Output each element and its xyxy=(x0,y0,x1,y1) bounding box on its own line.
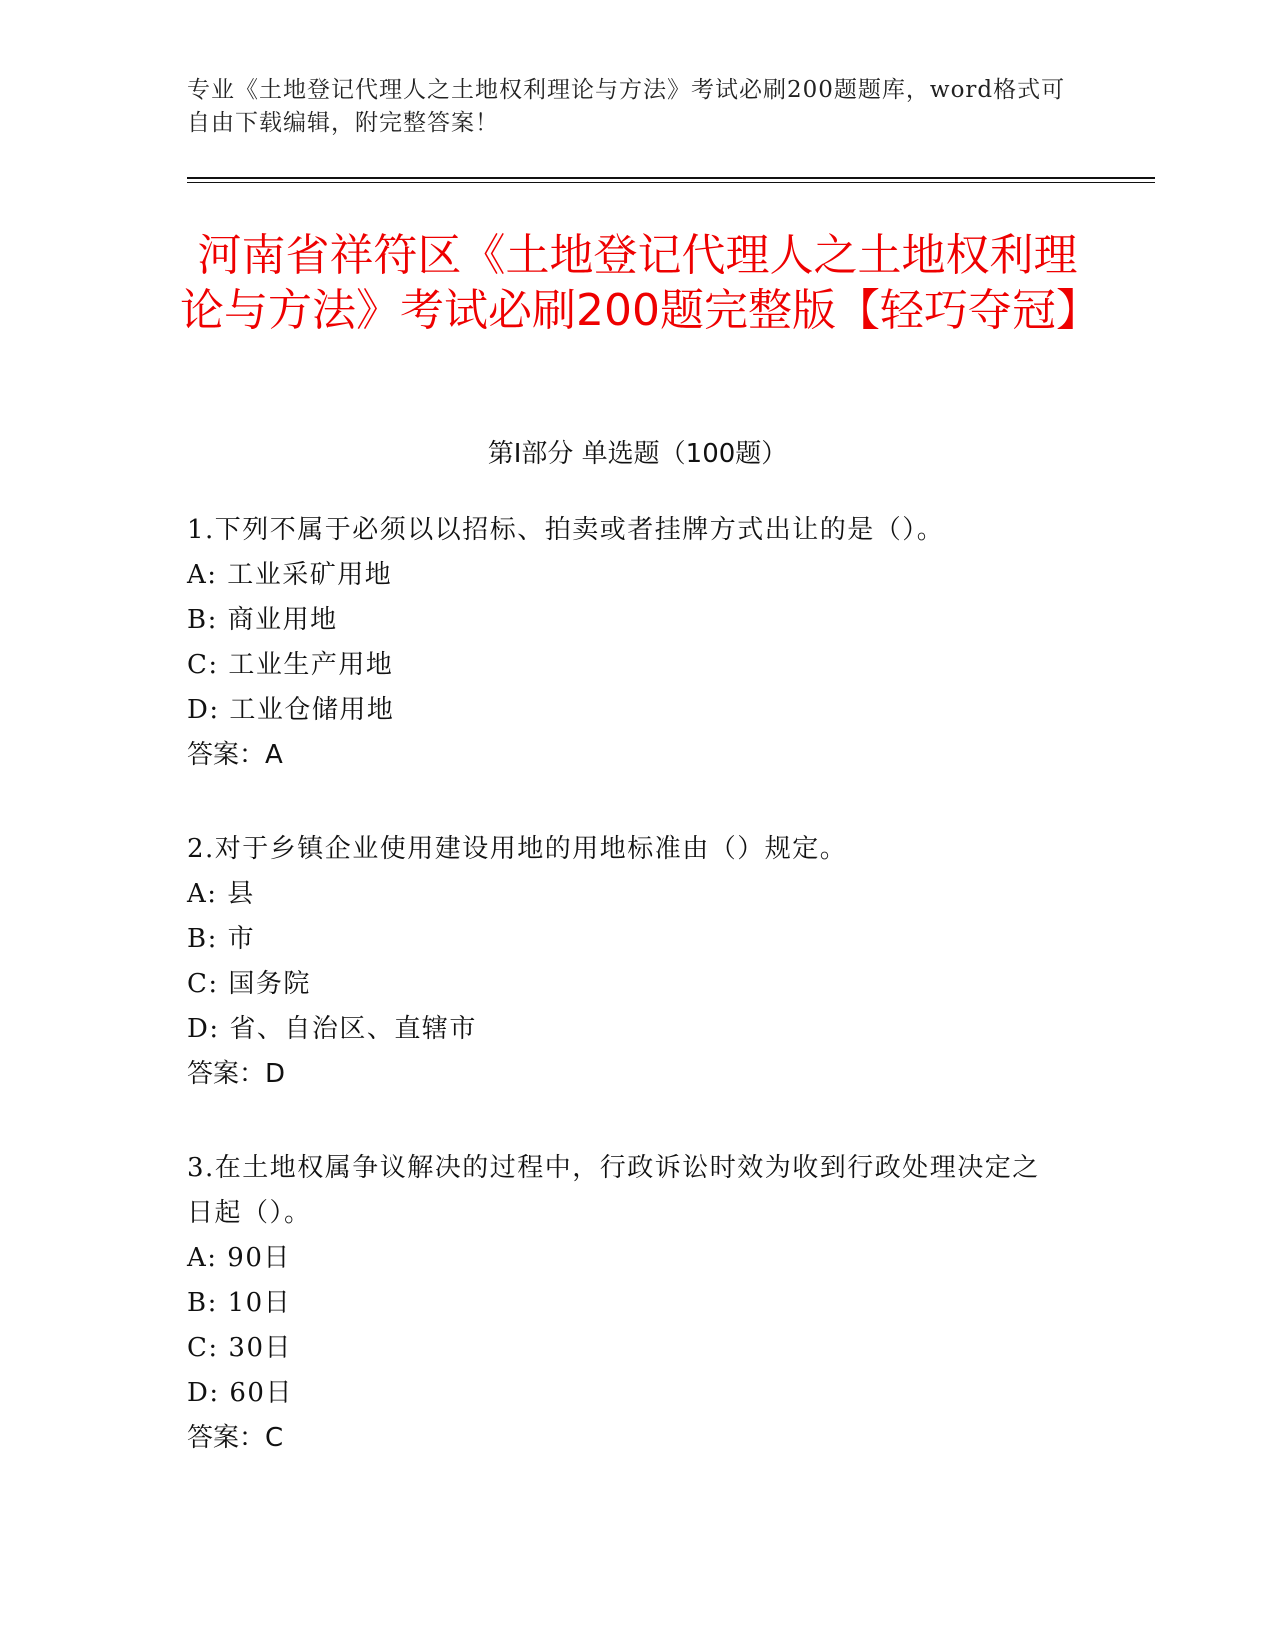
option-c: C: 工业生产用地 xyxy=(187,650,394,680)
option-b: B: 市 xyxy=(187,924,256,954)
header-divider-thick xyxy=(187,177,1155,179)
section-heading: 第I部分 单选题（100题） xyxy=(487,439,788,469)
option-d: D: 省、自治区、直辖市 xyxy=(187,1014,477,1044)
question-stem: 2.对于乡镇企业使用建设用地的用地标准由（）规定。 xyxy=(187,834,848,864)
header-note: 专业《土地登记代理人之土地权利理论与方法》考试必刷200题题库，word格式可自由下载编辑，附完整答案！ xyxy=(187,77,1066,136)
document-title: 河南省祥符区《土地登记代理人之土地权利理论与方法》考试必刷200题完整版【轻巧夺冠】 xyxy=(180,230,1100,336)
question-1 xyxy=(187,508,1067,778)
question-stem: 1.下列不属于必须以以招标、拍卖或者挂牌方式出让的是（）。 xyxy=(187,515,945,545)
option-d: D: 60日 xyxy=(187,1378,293,1408)
question-3 xyxy=(187,1146,1067,1461)
option-b: B: 商业用地 xyxy=(187,605,338,635)
option-d: D: 工业仓储用地 xyxy=(187,695,395,725)
option-a: A: 90日 xyxy=(187,1243,291,1273)
question-2 xyxy=(187,827,1067,1097)
answer: 答案：A xyxy=(187,740,283,770)
answer: 答案：D xyxy=(187,1059,286,1089)
option-a: A: 工业采矿用地 xyxy=(187,560,393,590)
header-divider-thin xyxy=(187,182,1155,183)
answer: 答案：C xyxy=(187,1423,284,1453)
option-c: C: 国务院 xyxy=(187,969,311,999)
option-c: C: 30日 xyxy=(187,1333,293,1363)
question-stem: 3.在土地权属争议解决的过程中，行政诉讼时效为收到行政处理决定之日起（）。 xyxy=(187,1153,1040,1228)
option-a: A: 县 xyxy=(187,879,255,909)
option-b: B: 10日 xyxy=(187,1288,292,1318)
